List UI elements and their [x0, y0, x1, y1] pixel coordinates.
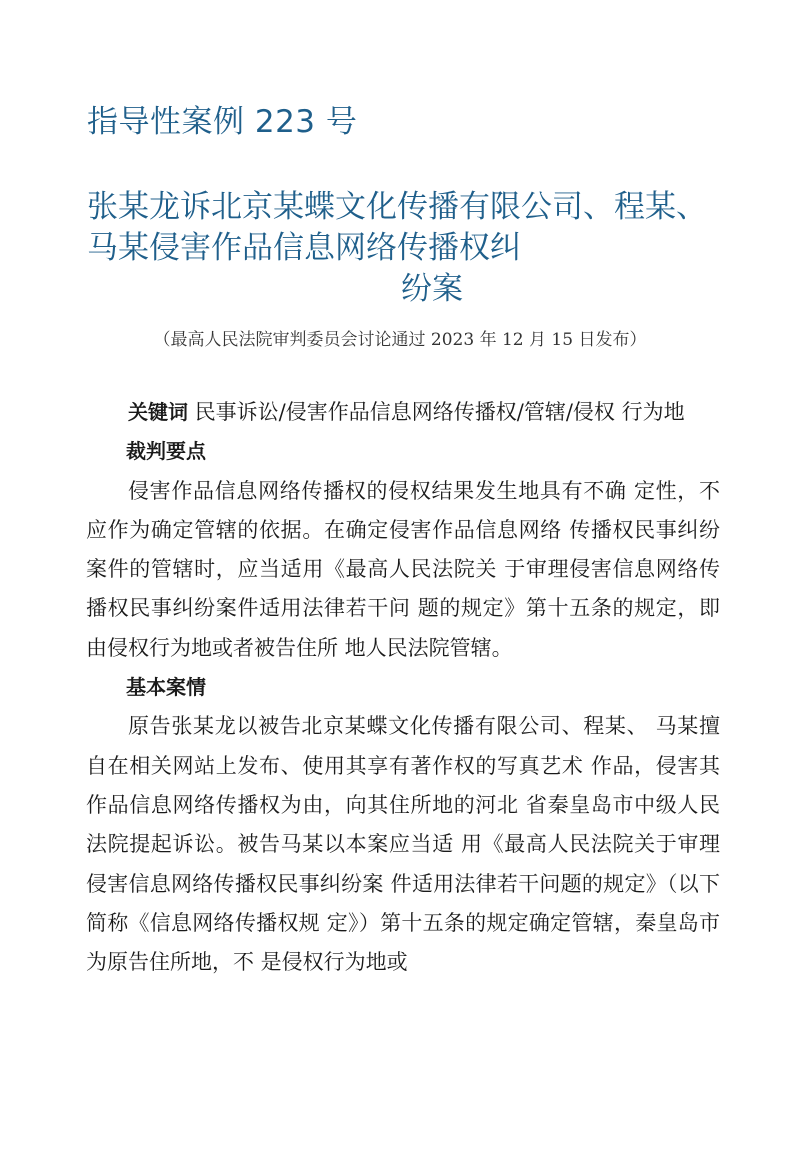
section-heading-ruling-points: 裁判要点	[126, 439, 206, 464]
case-number: 指导性案例 223 号	[87, 104, 358, 140]
section-paragraph-ruling-points: 侵害作品信息网络传播权的侵权结果发生地具有不确 定性，不应作为确定管辖的依据。在确定侵害作品信息网络 传播权民事纠纷案件的管辖时，应当适用《最高人民法院关 于审理侵害信息网络传播权民事纠纷案件适用法律若干问 题的规定》第十五条的规定，即由侵权行为地或者被告住所 地人民法院管辖。	[86, 478, 720, 660]
release-note: （最高人民法院审判委员会讨论通过 2023 年 12 月 15 日发布）	[153, 330, 647, 350]
section-heading-basic-facts: 基本案情	[126, 675, 206, 700]
keywords-text: 民事诉讼/侵害作品信息网络传播权/管辖/侵权 行为地	[194, 400, 685, 424]
keywords-paragraph	[86, 393, 720, 432]
document-body	[86, 393, 720, 982]
case-title-line-3: 纷案	[401, 271, 463, 307]
section-paragraph-basic-facts: 原告张某龙以被告北京某蝶文化传播有限公司、程某、 马某擅自在相关网站上发布、使用其享有著作权的写真艺术 作品，侵害其作品信息网络传播权为由，向其住所地的河北 省秦皇岛市中级人民法院提起诉讼。被告马某以本案应当适 用《最高人民法院关于审理侵害信息网络传播权民事纠纷案 件适用法律若干问题的规定》（以下简称《信息网络传播权规 定》）第十五条的规定确定管辖，秦皇岛市为原告住所地，不 是侵权行为地或	[86, 714, 720, 975]
case-title-line-2: 马某侵害作品信息网络传播权纠	[87, 230, 521, 266]
case-title	[87, 187, 747, 310]
case-title-line-1: 张某龙诉北京某蝶文化传播有限公司、程某、	[87, 189, 707, 225]
keywords-label: 关键词	[128, 400, 188, 424]
